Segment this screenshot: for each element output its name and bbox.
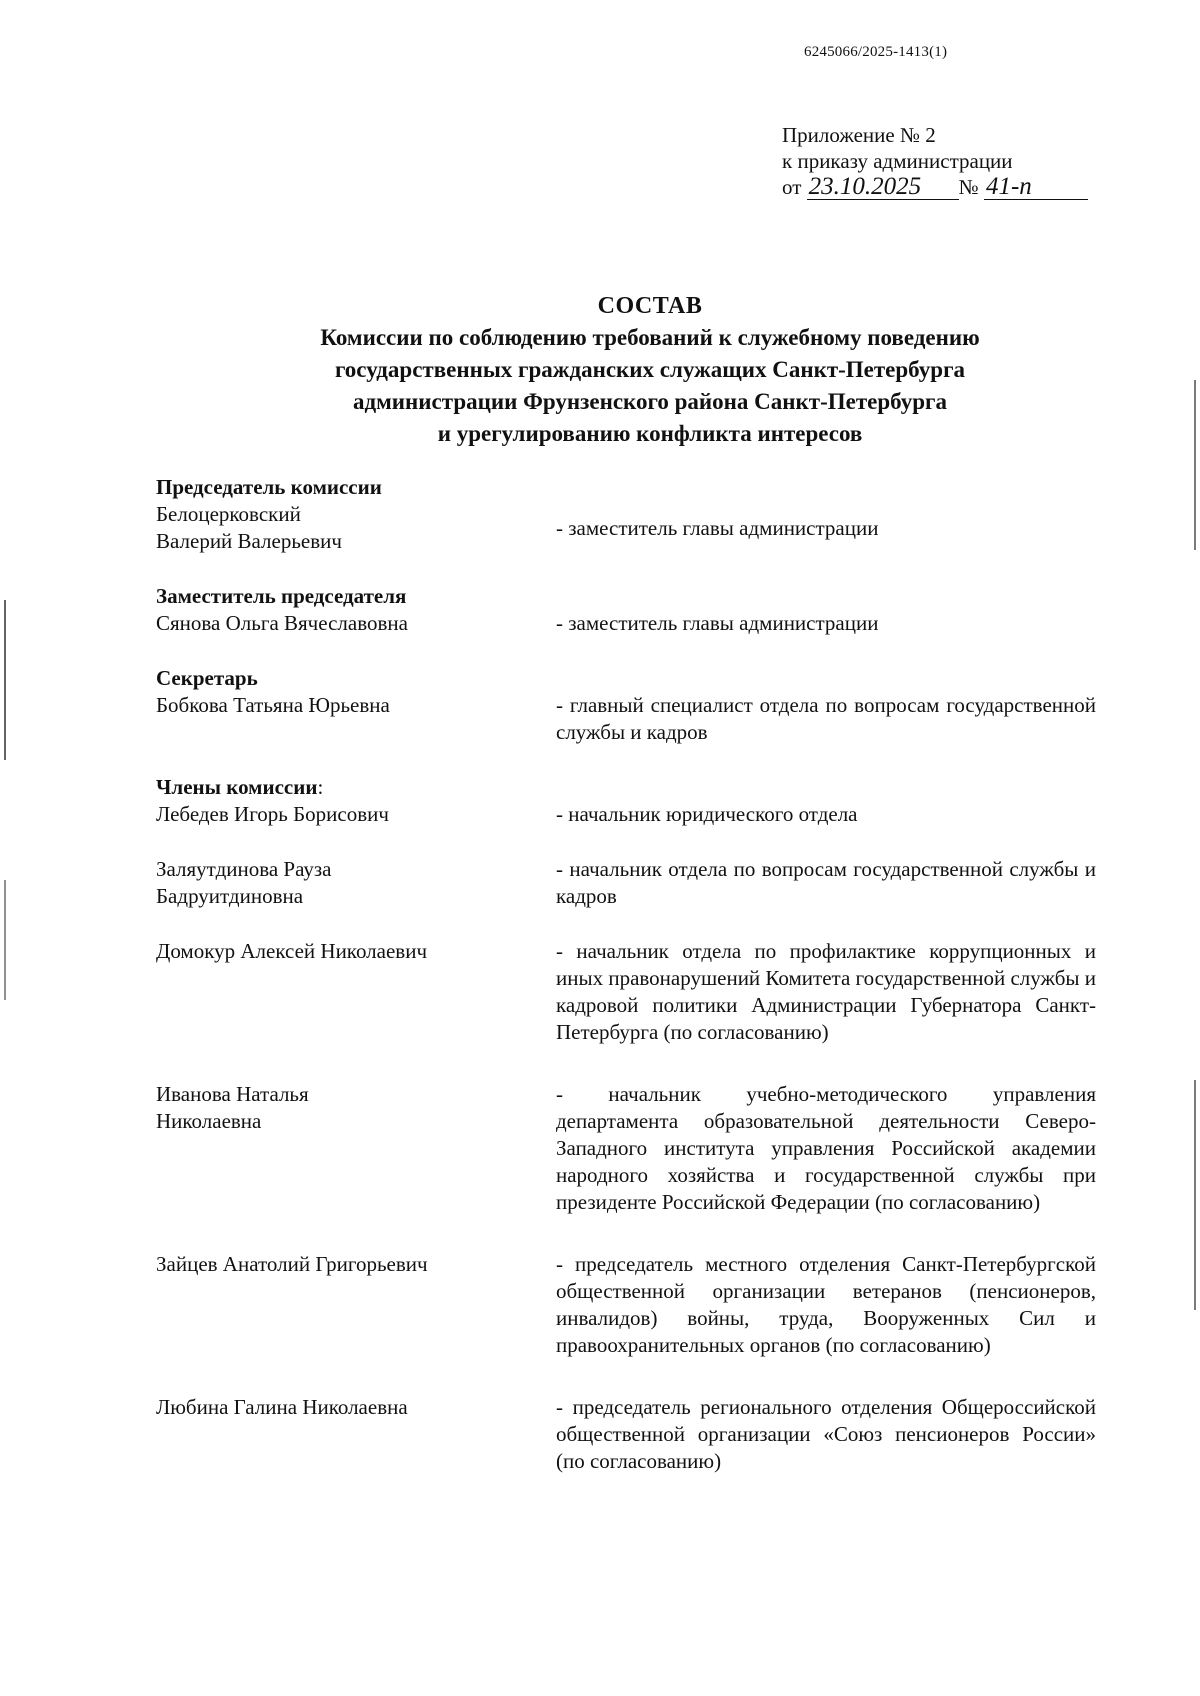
member-row	[156, 938, 1096, 1046]
chairman-name	[156, 501, 556, 555]
appendix-order-ref: к приказу администрации	[782, 149, 1013, 173]
member-position: - председатель местного отделения Санкт-Петербургской общественной организации ветеранов (пенсионеров, инвалидов) войны, труда, Вооруженных Сил и правоохранительных органов (по согласованию)	[556, 1252, 1096, 1357]
members-role-label: Члены комиссии	[156, 775, 318, 799]
member-row	[156, 1081, 1096, 1216]
chairman-surname: Белоцерковский	[156, 502, 301, 526]
member-row	[156, 801, 1096, 828]
member-position: - начальник учебно-методического управления департамента образовательной деятельности Северо-Западного института управления Российской академии народного хозяйства и государственной службы при президенте Российской Федерации (по согласованию)	[556, 1082, 1096, 1214]
members-role	[156, 774, 1096, 801]
deputy-row	[156, 610, 1096, 637]
appendix-date-line	[782, 174, 1088, 200]
handwritten-number: 41-п	[984, 175, 1088, 200]
member-name: Зайцев Анатолий Григорьевич	[156, 1252, 428, 1276]
member-name: Заляутдинова Рауза Бадруитдиновна	[156, 857, 332, 908]
secretary-role: Секретарь	[156, 666, 258, 690]
member-position: - начальник отдела по профилактике коррупционных и иных правонарушений Комитета государственной службы и кадровой политики Администрации Губернатора Санкт-Петербурга (по согласованию)	[556, 939, 1096, 1044]
member-name: Любина Галина Николаевна	[156, 1395, 408, 1419]
title-line-4: и урегулированию конфликта интересов	[437, 421, 863, 446]
chairman-row	[156, 501, 1096, 555]
member-row	[156, 856, 1096, 910]
chairman-position: - заместитель главы администрации	[556, 516, 879, 540]
deputy-role: Заместитель председателя	[156, 584, 407, 608]
secretary-name: Бобкова Татьяна Юрьевна	[156, 693, 390, 717]
scan-edge-right-lower	[1194, 1080, 1196, 1310]
document-id: 6245066/2025-1413(1)	[804, 44, 948, 60]
chairman-role: Председатель комиссии	[156, 475, 382, 499]
members-role-colon: :	[317, 775, 324, 799]
member-position: - начальник отдела по вопросам государственной службы и кадров	[556, 857, 1096, 908]
number-sign: №	[958, 175, 979, 199]
appendix-title: Приложение № 2	[782, 123, 936, 147]
member-row	[156, 1251, 1096, 1359]
member-name: Лебедев Игорь Борисович	[156, 802, 389, 826]
member-position: - председатель регионального отделения Общероссийской общественной организации «Союз пенсионеров России» (по согласованию)	[556, 1395, 1096, 1473]
document-title	[200, 290, 1100, 450]
member-name: Иванова Наталья Николаевна	[156, 1082, 309, 1133]
member-row	[156, 1394, 1096, 1475]
title-line-2: государственных гражданских служащих Санкт-Петербурга	[334, 357, 966, 382]
title-line-1: Комиссии по соблюдению требований к служебному поведению	[320, 325, 980, 350]
deputy-name: Сянова Ольга Вячеславовна	[156, 611, 408, 635]
chairman-given-name: Валерий Валерьевич	[156, 529, 342, 553]
scan-edge-right	[1194, 380, 1196, 550]
scan-edge-left-lower	[4, 880, 6, 1000]
member-name: Домокур Алексей Николаевич	[156, 939, 428, 963]
handwritten-date: 23.10.2025	[807, 175, 959, 200]
secretary-row	[156, 692, 1096, 746]
title-main: СОСТАВ	[597, 293, 703, 319]
scan-edge-left	[4, 600, 6, 760]
commission-list	[156, 474, 1096, 1475]
member-position: - начальник юридического отдела	[556, 802, 858, 826]
deputy-position: - заместитель главы администрации	[556, 611, 879, 635]
secretary-position: - главный специалист отдела по вопросам государственной службы и кадров	[556, 693, 1096, 744]
appendix-block	[782, 122, 1088, 200]
title-line-3: администрации Фрунзенского района Санкт-Петербурга	[353, 389, 947, 414]
date-prefix: от	[782, 175, 802, 199]
